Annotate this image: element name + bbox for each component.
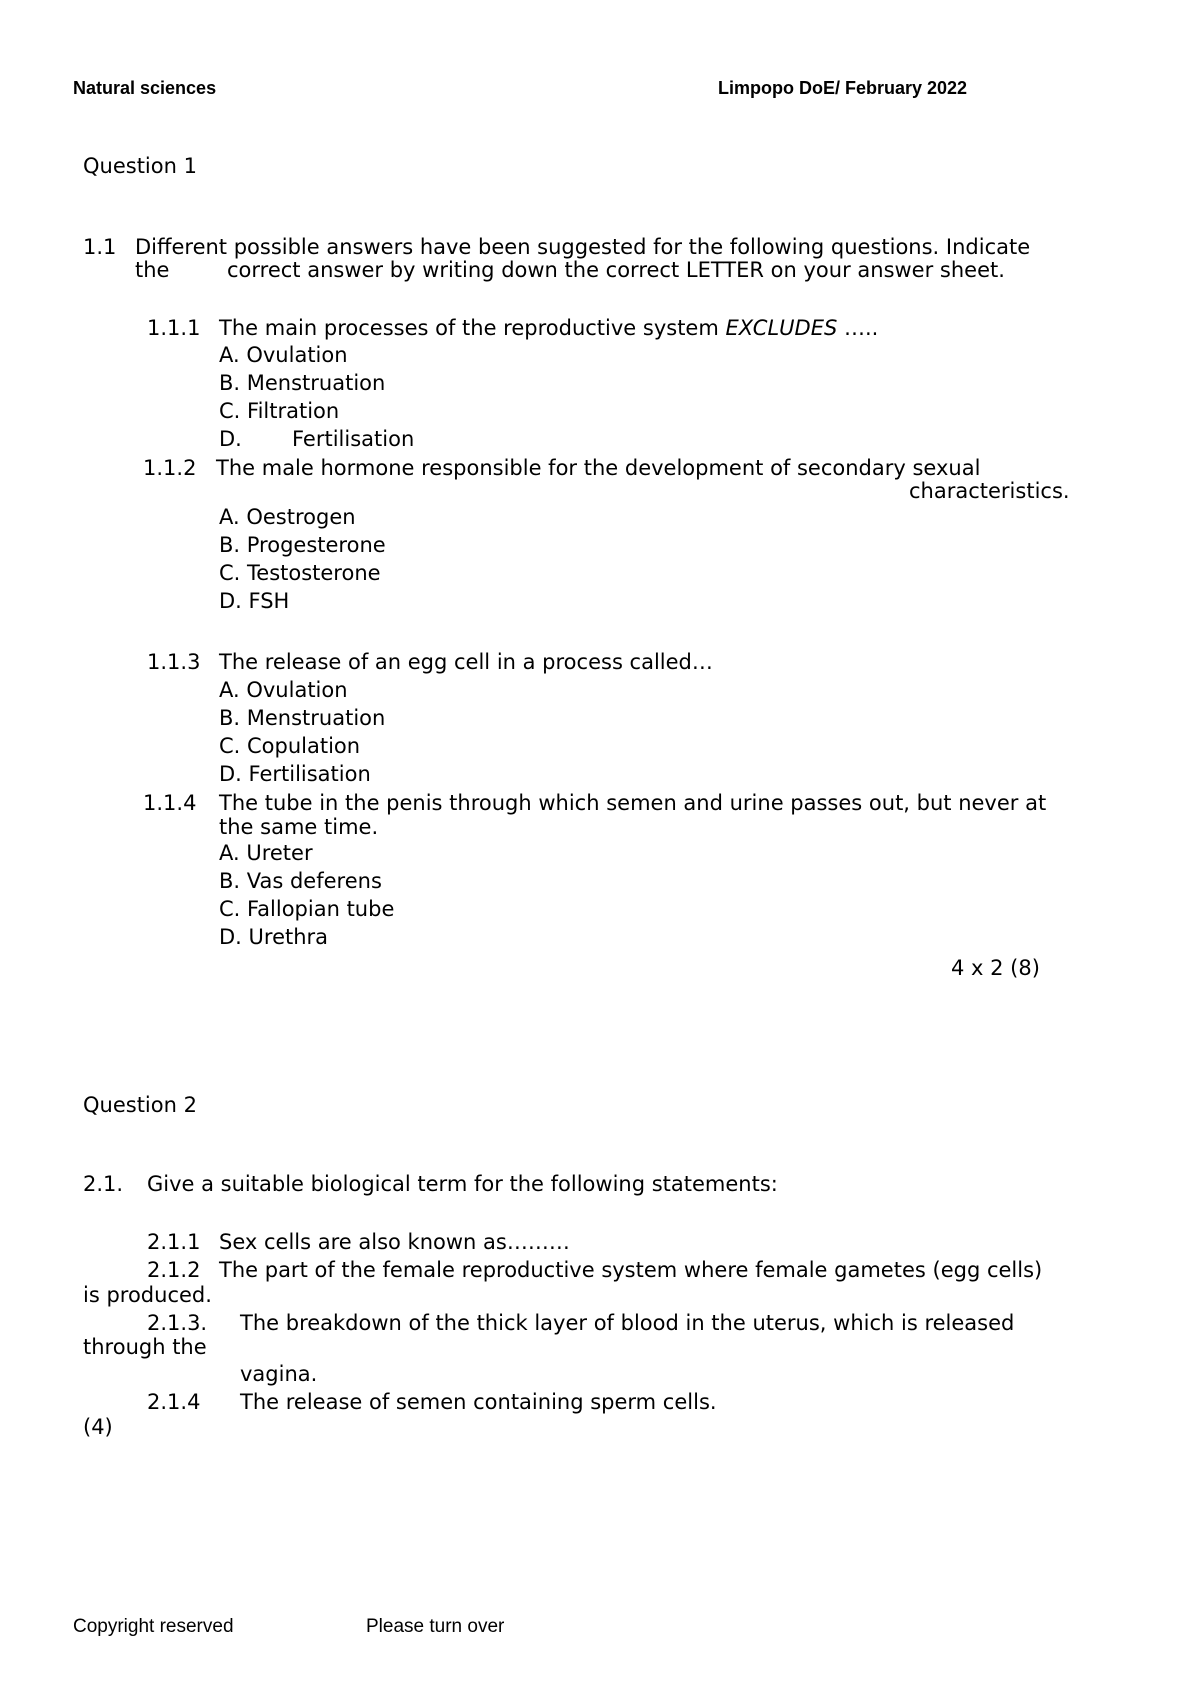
item-stem: The male hormone responsible for the development of secondary sexual <box>216 456 981 480</box>
option-b: B. Progesterone <box>219 533 386 557</box>
question-2-title: Question 2 <box>83 1093 197 1117</box>
q1-marks: 4 x 2 (8) <box>951 956 1040 980</box>
item-number: 1.1.4 <box>143 791 197 815</box>
option-b: B. Menstruation <box>219 706 386 730</box>
item-number: 2.1.4 <box>147 1390 201 1414</box>
footer-turn-over: Please turn over <box>366 1616 505 1637</box>
item-stem <box>219 318 878 339</box>
item-number: 1.1.3 <box>147 650 201 674</box>
item-stem: The release of an egg cell in a process called… <box>219 650 713 674</box>
option-a: A. Ovulation <box>219 343 348 367</box>
item-text: The breakdown of the thick layer of blood in the uterus, which is released <box>240 1311 1015 1335</box>
footer-copyright: Copyright reserved <box>73 1616 234 1637</box>
item-number: 1.1.1 <box>147 316 201 340</box>
option-d: D. Urethra <box>219 925 329 949</box>
option-d: D. Fertilisation <box>219 762 371 786</box>
option-b: B. Menstruation <box>219 371 386 395</box>
item-stem-line2: the same time. <box>219 815 379 839</box>
q2-marks: (4) <box>83 1415 113 1439</box>
header-subject: Natural sciences <box>73 78 217 98</box>
item-stem-line2: characteristics. <box>909 479 1070 503</box>
item-number: 2.1.1 <box>147 1230 201 1254</box>
option-a: A. Ovulation <box>219 678 348 702</box>
option-c: C. Filtration <box>219 399 340 423</box>
q1-intro-number: 1.1 <box>83 235 117 259</box>
item-text-line3: vagina. <box>240 1362 318 1386</box>
item-stem-emphasis: EXCLUDES <box>725 316 838 340</box>
item-number: 1.1.2 <box>143 456 197 480</box>
option-a: A. Oestrogen <box>219 505 356 529</box>
option-c: C. Fallopian tube <box>219 897 395 921</box>
option-c: C. Copulation <box>219 734 361 758</box>
item-text-line2: through the <box>83 1335 207 1359</box>
item-text: The release of semen containing sperm cells. <box>240 1390 717 1414</box>
option-d: D. FSH <box>219 589 290 613</box>
header-source: Limpopo DoE/ February 2022 <box>718 78 968 98</box>
q2-intro-number: 2.1. <box>83 1172 124 1196</box>
item-text-line2: is produced. <box>83 1283 212 1307</box>
item-text: Sex cells are also known as……… <box>219 1230 570 1254</box>
option-b: B. Vas deferens <box>219 869 382 893</box>
item-stem: The tube in the penis through which semen and urine passes out, but never at <box>219 791 1047 815</box>
q2-intro-text: Give a suitable biological term for the following statements: <box>147 1172 778 1196</box>
option-c: C. Testosterone <box>219 561 381 585</box>
item-number: 2.1.2 <box>147 1258 201 1282</box>
question-1-title: Question 1 <box>83 154 197 178</box>
q1-intro-line2-start: the <box>135 258 170 282</box>
item-text: The part of the female reproductive system where female gametes (egg cells) <box>219 1258 1043 1282</box>
option-d-letter: D. <box>219 427 242 451</box>
item-stem-tail: ….. <box>843 316 879 340</box>
option-d-text: Fertilisation <box>292 427 415 451</box>
q1-intro-line1: Different possible answers have been suggested for the following questions. Indicate <box>135 235 1031 259</box>
option-a: A. Ureter <box>219 841 313 865</box>
item-stem-text: The main processes of the reproductive system <box>219 316 719 340</box>
q1-intro-line2-rest: correct answer by writing down the correct LETTER on your answer sheet. <box>227 258 1005 282</box>
item-number: 2.1.3. <box>147 1311 208 1335</box>
